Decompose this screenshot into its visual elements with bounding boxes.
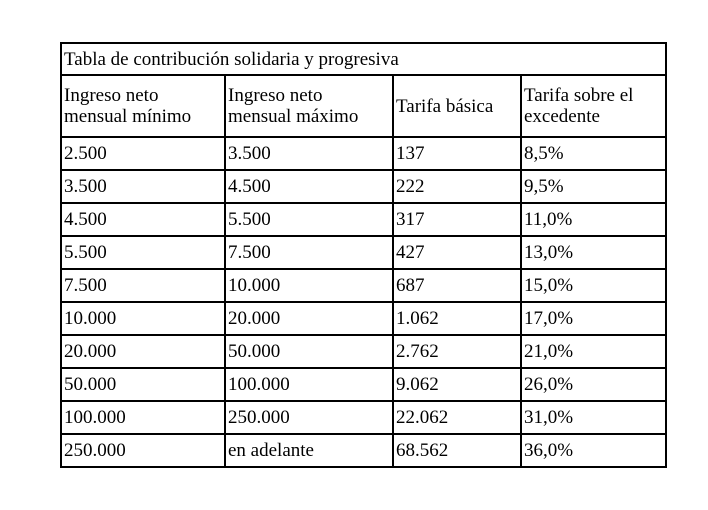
cell-excess-rate: 9,5% (521, 170, 666, 203)
cell-max-income: 7.500 (225, 236, 393, 269)
cell-max-income: 50.000 (225, 335, 393, 368)
cell-base-rate: 222 (393, 170, 521, 203)
table-row (61, 335, 666, 368)
cell-min-income: 5.500 (61, 236, 225, 269)
cell-min-income: 3.500 (61, 170, 225, 203)
cell-min-income: 50.000 (61, 368, 225, 401)
cell-min-income: 20.000 (61, 335, 225, 368)
cell-base-rate: 427 (393, 236, 521, 269)
table-header-row (61, 75, 666, 137)
table-title-row (61, 43, 666, 75)
table-row (61, 269, 666, 302)
cell-max-income: en adelante (225, 434, 393, 467)
header-excess-rate: Tarifa sobre el excedente (521, 75, 666, 137)
cell-min-income: 7.500 (61, 269, 225, 302)
cell-min-income: 10.000 (61, 302, 225, 335)
cell-max-income: 4.500 (225, 170, 393, 203)
table-row (61, 137, 666, 170)
table-row (61, 302, 666, 335)
header-min-income: Ingreso neto mensual mínimo (61, 75, 225, 137)
cell-max-income: 250.000 (225, 401, 393, 434)
cell-base-rate: 1.062 (393, 302, 521, 335)
header-base-rate: Tarifa básica (393, 75, 521, 137)
cell-base-rate: 22.062 (393, 401, 521, 434)
cell-max-income: 100.000 (225, 368, 393, 401)
cell-min-income: 4.500 (61, 203, 225, 236)
cell-excess-rate: 36,0% (521, 434, 666, 467)
header-max-income: Ingreso neto mensual máximo (225, 75, 393, 137)
cell-excess-rate: 11,0% (521, 203, 666, 236)
cell-max-income: 10.000 (225, 269, 393, 302)
cell-min-income: 100.000 (61, 401, 225, 434)
cell-max-income: 20.000 (225, 302, 393, 335)
cell-excess-rate: 31,0% (521, 401, 666, 434)
cell-base-rate: 68.562 (393, 434, 521, 467)
contribution-table (60, 42, 667, 468)
table-row (61, 434, 666, 467)
table-row (61, 170, 666, 203)
cell-base-rate: 2.762 (393, 335, 521, 368)
cell-excess-rate: 8,5% (521, 137, 666, 170)
cell-excess-rate: 17,0% (521, 302, 666, 335)
cell-base-rate: 687 (393, 269, 521, 302)
cell-base-rate: 137 (393, 137, 521, 170)
cell-excess-rate: 13,0% (521, 236, 666, 269)
cell-max-income: 3.500 (225, 137, 393, 170)
cell-max-income: 5.500 (225, 203, 393, 236)
cell-excess-rate: 15,0% (521, 269, 666, 302)
table-row (61, 368, 666, 401)
cell-min-income: 2.500 (61, 137, 225, 170)
cell-base-rate: 317 (393, 203, 521, 236)
table-row (61, 401, 666, 434)
cell-excess-rate: 21,0% (521, 335, 666, 368)
table-row (61, 236, 666, 269)
table-row (61, 203, 666, 236)
cell-min-income: 250.000 (61, 434, 225, 467)
table-title: Tabla de contribución solidaria y progresiva (61, 43, 666, 75)
cell-excess-rate: 26,0% (521, 368, 666, 401)
cell-base-rate: 9.062 (393, 368, 521, 401)
